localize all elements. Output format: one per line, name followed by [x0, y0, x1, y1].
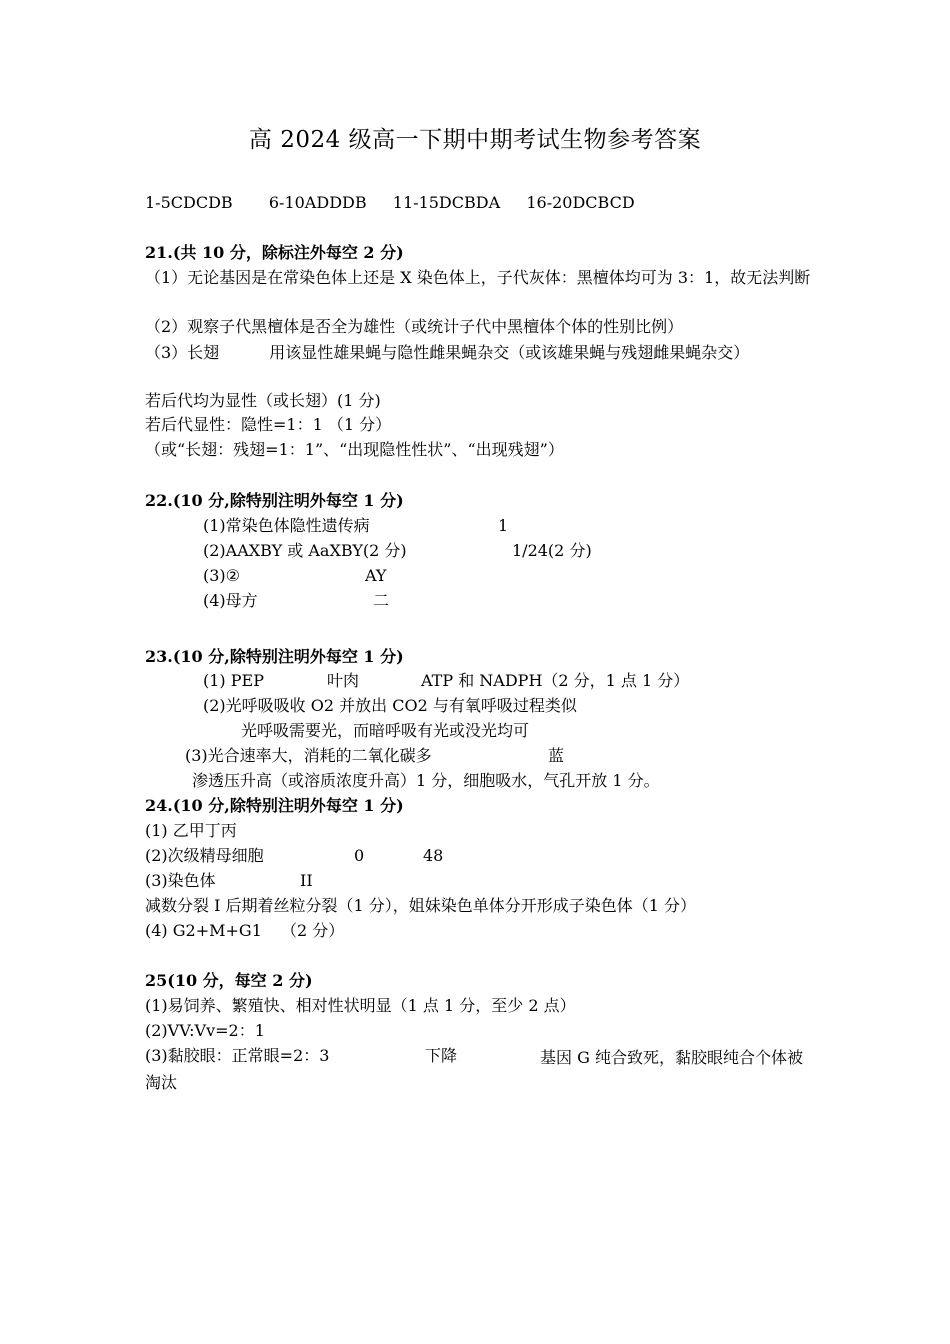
q21-answer-3-a: （3）长翅: [145, 343, 220, 362]
q22-answer-2-a: (2)AAXBY 或 AaXBY(2 分): [203, 541, 407, 560]
q25-answer-3-c: 基因 G 纯合致死，黏胶眼纯合个体被淘汰: [145, 1048, 803, 1092]
choice-answers-6-10: 6-10ADDDB: [268, 193, 367, 212]
choice-answers-1-5: 1-5CDCDB: [145, 193, 233, 212]
q24-answer-5-a: (4) G2+M+G1: [145, 921, 262, 940]
q24-answer-1: (1) 乙甲丁丙: [145, 821, 237, 840]
q21-answer-5: 若后代显性：隐性=1：1 （1 分）: [145, 415, 392, 434]
q23-answer-1-b: 叶肉: [327, 671, 360, 690]
q21-heading: 21.(共 10 分，除标注外每空 2 分): [145, 243, 404, 262]
q21-answer-6: （或“长翅：残翅=1：1”、“出现隐性性状”、“出现残翅”）: [145, 440, 564, 459]
q23-answer-1-c: ATP 和 NADPH（2 分，1 点 1 分）: [421, 671, 690, 690]
page-title: 高 2024 级高一下期中期考试生物参考答案: [248, 127, 702, 153]
q25-heading: 25(10 分，每空 2 分): [145, 971, 313, 990]
q25-answer-2: (2)VV:Vv=2：1: [145, 1021, 265, 1040]
q22-answer-2-b: 1/24(2 分): [512, 541, 592, 560]
choice-answers-11-15: 11-15DCBDA: [392, 193, 501, 212]
q23-answer-5: 渗透压升高（或溶质浓度升高）1 分，细胞吸水，气孔开放 1 分。: [192, 771, 660, 790]
q24-answer-3-b: II: [300, 871, 313, 890]
choice-answers: [145, 192, 635, 214]
q24-answer-3-a: (3)染色体: [145, 871, 216, 890]
q24-answer-2-b: 0: [354, 846, 365, 865]
q22-heading: 22.(10 分,除特别注明外每空 1 分): [145, 491, 404, 510]
q22-answer-4-a: (4)母方: [203, 591, 258, 610]
q24-heading: 24.(10 分,除特别注明外每空 1 分): [145, 796, 404, 815]
q23-answer-2: (2)光呼吸吸收 O2 并放出 CO2 与有氧呼吸过程类似: [203, 696, 577, 715]
q25-answer-3-b: 下降: [425, 1046, 458, 1065]
q22-answer-3-a: (3)②: [203, 566, 241, 585]
q24-answer-2-c: 48: [423, 846, 444, 865]
q24-answer-4: 减数分裂 I 后期着丝粒分裂（1 分），姐妹染色单体分开形成子染色体（1 分）: [145, 896, 697, 915]
q21-answer-2: （2）观察子代黑檀体是否全为雄性（或统计子代中黑檀体个体的性别比例）: [145, 317, 684, 336]
q25-answer-3-c-wrap: [145, 1045, 815, 1095]
q24-answer-5-b: （2 分）: [281, 921, 345, 940]
q21-answer-1: （1）无论基因是在常染色体上还是 X 染色体上，子代灰体：黑檀体均可为 3：1，故无法判断: [145, 268, 811, 287]
q21-answer-3: [145, 340, 815, 365]
q25-answer-3-a: (3)黏胶眼：正常眼=2：3: [145, 1046, 330, 1065]
q22-answer-4-b: 二: [373, 591, 390, 610]
q22-answer-1-a: (1)常染色体隐性遗传病: [203, 516, 370, 535]
q23-heading: 23.(10 分,除特别注明外每空 1 分): [145, 647, 404, 666]
q23-answer-3: 光呼吸需要光，而暗呼吸有光或没光均可: [241, 721, 530, 740]
q23-answer-1-a: (1) PEP: [203, 671, 264, 690]
q23-answer-4-b: 蓝: [548, 746, 565, 765]
q22-answer-1-b: 1: [498, 516, 509, 535]
q25-answer-1: (1)易饲养、繁殖快、相对性状明显（1 点 1 分，至少 2 点）: [145, 996, 576, 1015]
q23-answer-4-a: (3)光合速率大，消耗的二氧化碳多: [185, 746, 432, 765]
choice-answers-16-20: 16-20DCBCD: [526, 193, 635, 212]
q24-answer-2-a: (2)次级精母细胞: [145, 846, 264, 865]
q22-answer-3-b: AY: [365, 566, 387, 585]
q21-answer-3-b: 用该显性雄果蝇与隐性雌果蝇杂交（或该雄果蝇与残翅雌果蝇杂交）: [269, 343, 750, 362]
q21-answer-4: 若后代均为显性（或长翅）(1 分): [145, 391, 381, 410]
